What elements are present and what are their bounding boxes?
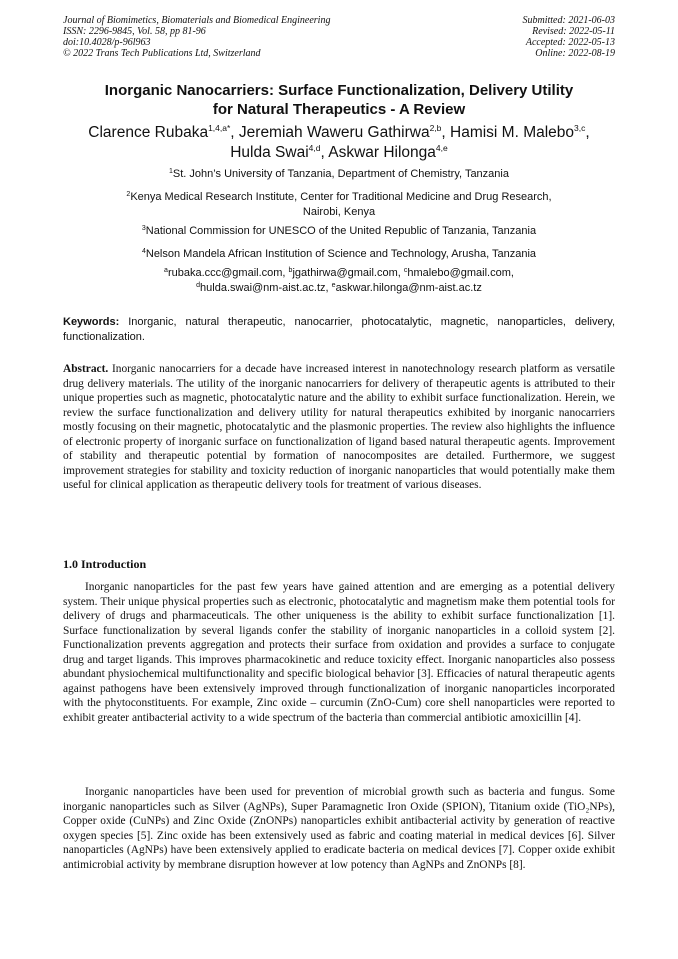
email-sup: a	[164, 267, 168, 274]
email-sup: b	[288, 267, 293, 274]
affiliation-text: Nairobi, Kenya	[302, 206, 376, 218]
author-name: Hamisi M. Malebo	[450, 124, 575, 141]
email-sup: e	[331, 282, 336, 289]
email-link[interactable]: hulda.swai@nm-aist.ac.tz	[200, 282, 326, 294]
online-date: Online: 2022-08-19	[535, 48, 615, 59]
affiliation-text: Nelson Mandela African Institution of Science and Technology, Arusha, Tanzania	[145, 248, 537, 260]
keywords	[63, 315, 615, 345]
accepted-date: Accepted: 2022-05-13	[525, 37, 615, 48]
title-line-2: for Natural Therapeutics - A Review	[212, 100, 466, 118]
affiliation-sup: 1	[169, 168, 173, 175]
title-line-1: Inorganic Nanocarriers: Surface Functionalization, Delivery Utility	[104, 82, 574, 99]
affiliation	[40, 247, 638, 262]
affiliation-sup: 3	[141, 225, 146, 232]
issn: ISSN: 2296-9845, Vol. 58, pp 81-96	[63, 26, 206, 37]
abstract-label: Abstract.	[63, 363, 109, 375]
author-name: Clarence Rubaka	[88, 124, 209, 141]
author-sup: 3,c	[574, 123, 586, 133]
affiliation-text: St. John’s University of Tanzania, Department of Chemistry, Tanzania	[172, 168, 509, 180]
email-link[interactable]: askwar.hilonga@nm-aist.ac.tz	[335, 282, 482, 294]
author-list: Clarence Rubaka$^{1,4,a*}$, Jeremiah Waweru Gathirwa$^{2,b}$, Hamisi M. Malebo$^{3,c}$, Hulda Swai$^{4,d}$, Askwar Hilonga$^{4,e}$	[88, 123, 590, 161]
email-link[interactable]: hmalebo@gmail.com	[407, 267, 511, 279]
affiliation	[40, 190, 638, 220]
section-heading: 1.0 Introduction	[63, 557, 147, 571]
email-link[interactable]: jgathirwa@gmail.com	[292, 267, 398, 279]
paragraph: Inorganic nanoparticles for the past few years have gained attention and are emerging as a potential delivery system. Their unique physical properties such as electronic, photocatalytic and magnetism make them potential tools for delivery of drugs and pharmaceuticals. The other uniqueness is the ability to exhibit surface functionalization [1]. Surface functionalization by several ligands confer the stability of inorganic nanoparticles in a colloid system [2]. Functionalization prevents aggregation and protects their surface from oxidation and provides a surface to conjugate drug and target ligands. This improves pharmacokinetic and reduce toxicity effect. Inorganic nanoparticles also possess abundant physiochemical multifunctionality and specific biological behavior [3]. Efficacies of natural therapeutic agents against pathogens have been extensively improved through functionalization of inorganic nanoparticles incorporated with the phytoconstituents. For example, Zinc oxide – curcumin (ZnO-Cum) core shell nanoparticles were reported to exhibit greater antibacterial activity to a wide spectrum of the bacteria than commercial antibiotic amoxicillin [4].	[63, 581, 615, 724]
author-sup: 1,4,a*	[208, 123, 231, 133]
author-name: Askwar Hilonga	[328, 143, 436, 161]
author-name: Jeremiah Waweru Gathirwa	[238, 124, 430, 141]
journal-name: Journal of Biomimetics, Biomaterials and Biomedical Engineering	[63, 15, 331, 26]
author-name: Hulda Swai	[230, 143, 309, 161]
revised-date: Revised: 2022-05-11	[532, 26, 615, 37]
author-sup: 2,b	[429, 123, 442, 133]
paper-title	[40, 82, 638, 119]
submitted-date: Submitted: 2021-06-03	[522, 15, 615, 26]
email-link[interactable]: rubaka.ccc@gmail.com	[167, 267, 283, 279]
affiliation	[40, 167, 638, 182]
copyright: © 2022 Trans Tech Publications Ltd, Switzerland	[63, 48, 261, 59]
email-sup: c	[403, 267, 408, 274]
keywords-text: Inorganic, natural therapeutic, nanocarrier, photocatalytic, magnetic, nanoparticles, delivery, functionalization.	[63, 316, 615, 343]
affiliation-text: Kenya Medical Research Institute, Center for Traditional Medicine and Drug Research,	[130, 191, 552, 203]
paragraph: Inorganic nanoparticles have been used for prevention of microbial growth such as bacteria and fungus. Some inorganic nanoparticles such as Silver (AgNPs), Super Paramagnetic Iron Oxide (SPION), Titanium oxide (TiO₂NPs), Copper oxide (CuNPs) and Zinc Oxide (ZnONPs) nanoparticles exhibit antibacterial activity by generation of reactive oxygen species [5]. Zinc oxide has been extensively used as fabric and coating material in medical devices [6]. Silver nanoparticles (AgNPs) have been extensively applied to eradicate bacteria on medical devices [7]. Copper oxide exhibit antimicrobial activity by membrane disruption however at low potency than AgNPs and ZnONPs [8].	[63, 786, 615, 871]
email-sup: d	[196, 282, 201, 289]
keywords-label: Keywords:	[63, 316, 120, 328]
doi: doi:10.4028/p-96l963	[63, 37, 151, 48]
journal-info	[63, 15, 330, 59]
affiliation-text: National Commission for UNESCO of the United Republic of Tanzania, Tanzania	[145, 225, 537, 237]
email-list: $^a$rubaka.ccc@gmail.com, $^b$jgathirwa@gmail.com, $^c$hmalebo@gmail.com, $^d$hulda.swai@nm-aist.ac.tz, $^e$askwar.hilonga@nm-aist.ac.tz	[164, 267, 514, 294]
affiliation-sup: 4	[141, 248, 146, 255]
author-sup: 4,e	[435, 142, 448, 153]
abstract-text: Inorganic nanocarriers for a decade have increased interest in nanotechnology research platform as versatile drug delivery materials. The utility of the inorganic nanocarriers for delivery of therapeutic agents is attributed to their unique properties such as magnetic, photocatalytic nature and the ability to exhibit surface functionalization. Herein, we review the surface functionalization and delivery utility for natural therapeutics exhibited by inorganic nanocarriers mostly focusing on their magnetic, photocatalytic and the plasmonic properties. The review also highlights the influence of electronic property of inorganic surface on functionalization of ligand based natural therapeutic agents. Improvement of stability and therapeutic potential by formation of nanocomposites are detailed. Furthermore, we suggest improvement strategies for stability and toxicity reduction of inorganic nanoparticles that would potentially make them useful for clinical application as therapeutic delivery tools for treatment of various diseases.	[63, 363, 615, 491]
abstract	[63, 362, 615, 493]
affiliation-sup: 2	[126, 191, 131, 198]
dates-info	[523, 15, 616, 59]
affiliation	[40, 224, 638, 239]
author-sup: 4,d	[308, 142, 321, 153]
